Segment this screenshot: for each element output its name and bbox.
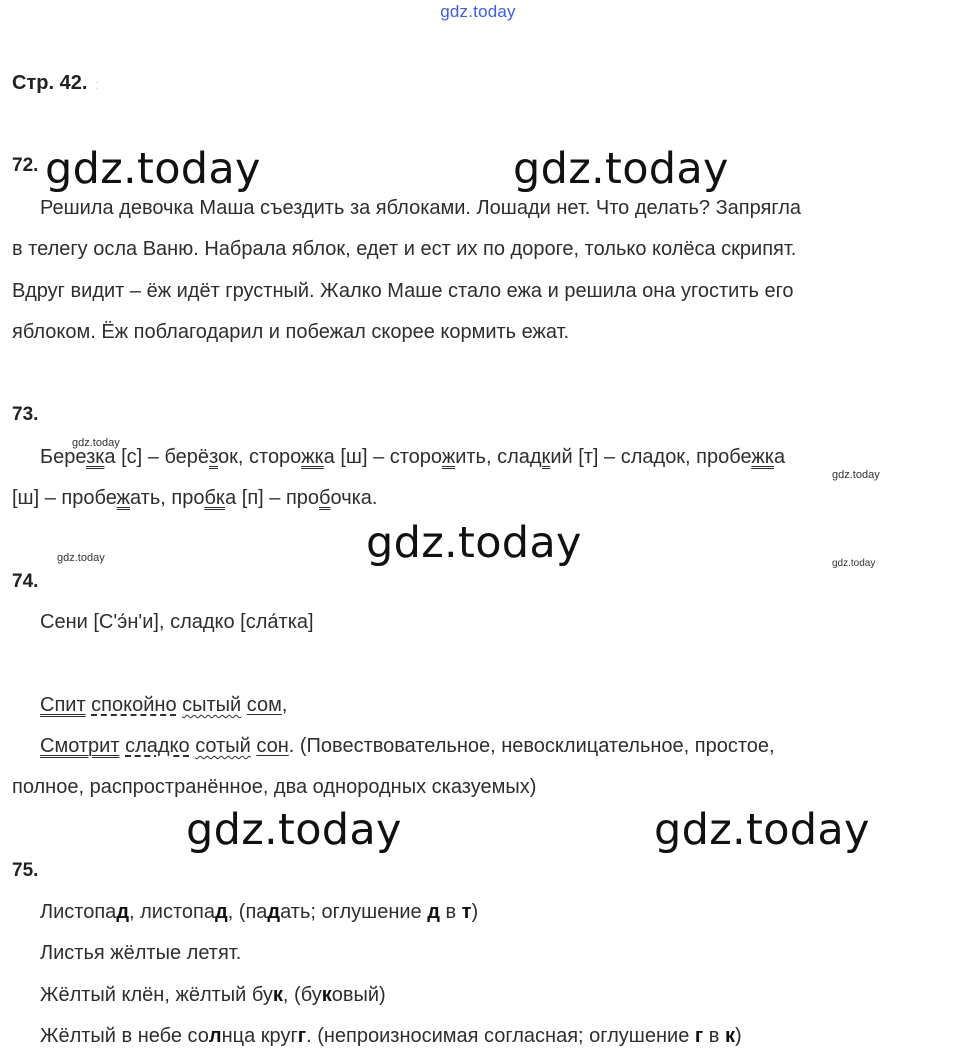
watermark-small: gdz.today: [57, 552, 105, 564]
watermark-small: gdz.today: [832, 558, 876, 569]
exercise-75-line-2: Листья жёлтые летят.: [40, 942, 242, 964]
exercise-74-line-3: полное, распространённое, два однородных сказуемых): [12, 776, 537, 798]
watermark-big: gdz.today: [366, 518, 582, 568]
exercise-75-line-3: Жёлтый клён, жёлтый бук, (буковый): [40, 984, 386, 1006]
watermark-big: gdz.today: [186, 805, 402, 855]
watermark-small: gdz.today: [72, 437, 120, 449]
page-label: [12, 72, 99, 95]
exercise-72-line: Вдруг видит – ёж идёт грустный. Жалко Маше стало ежа и решила она угостить его: [12, 280, 794, 302]
watermark-small: gdz.today: [832, 469, 880, 481]
exercise-72-line: в телегу осла Ваню. Набрала яблок, едет и ест их по дороге, только колёса скрипят.: [12, 238, 797, 260]
exercise-73-line-1: Березка [с] – берёзок, сторожка [ш] – сторожить, сладкий [т] – сладок, пробежка: [40, 446, 786, 468]
watermark-top: gdz.today: [440, 2, 516, 21]
exercise-74-line-1: Спит спокойно сытый сом,: [40, 694, 288, 716]
watermark-big: gdz.today: [45, 144, 261, 194]
exercise-75-line-1: Листопад, листопад, (падать; оглушение д в т): [40, 901, 479, 923]
exercise-75-line-4: Жёлтый в небе солнца кругг. (непроизносимая согласная; оглушение г в к): [40, 1025, 742, 1047]
page-label-text: Стр. 42.: [12, 72, 88, 94]
page-label-mark: :: [95, 76, 100, 92]
exercise-74-number: 74.: [12, 571, 39, 592]
exercise-72-line: Решила девочка Маша съездить за яблоками. Лошади нет. Что делать? Запрягла: [40, 197, 802, 219]
exercise-73-line-2: [ш] – пробежать, пробка [п] – пробочка.: [12, 487, 378, 509]
exercise-74-line-2: Смотрит сладко сотый сон. (Повествовательное, невосклицательное, простое,: [40, 735, 775, 757]
watermark-big: gdz.today: [513, 144, 729, 194]
exercise-74-transcription: Сени [С'э́н'и], сладко [сла́тка]: [40, 611, 314, 633]
exercise-72-number: 72.: [12, 155, 39, 176]
exercise-75-number: 75.: [12, 860, 39, 881]
watermark-big: gdz.today: [654, 805, 870, 855]
exercise-72-line: яблоком. Ёж поблагодарил и побежал скорее кормить ежат.: [12, 321, 570, 343]
exercise-73-number: 73.: [12, 404, 39, 425]
